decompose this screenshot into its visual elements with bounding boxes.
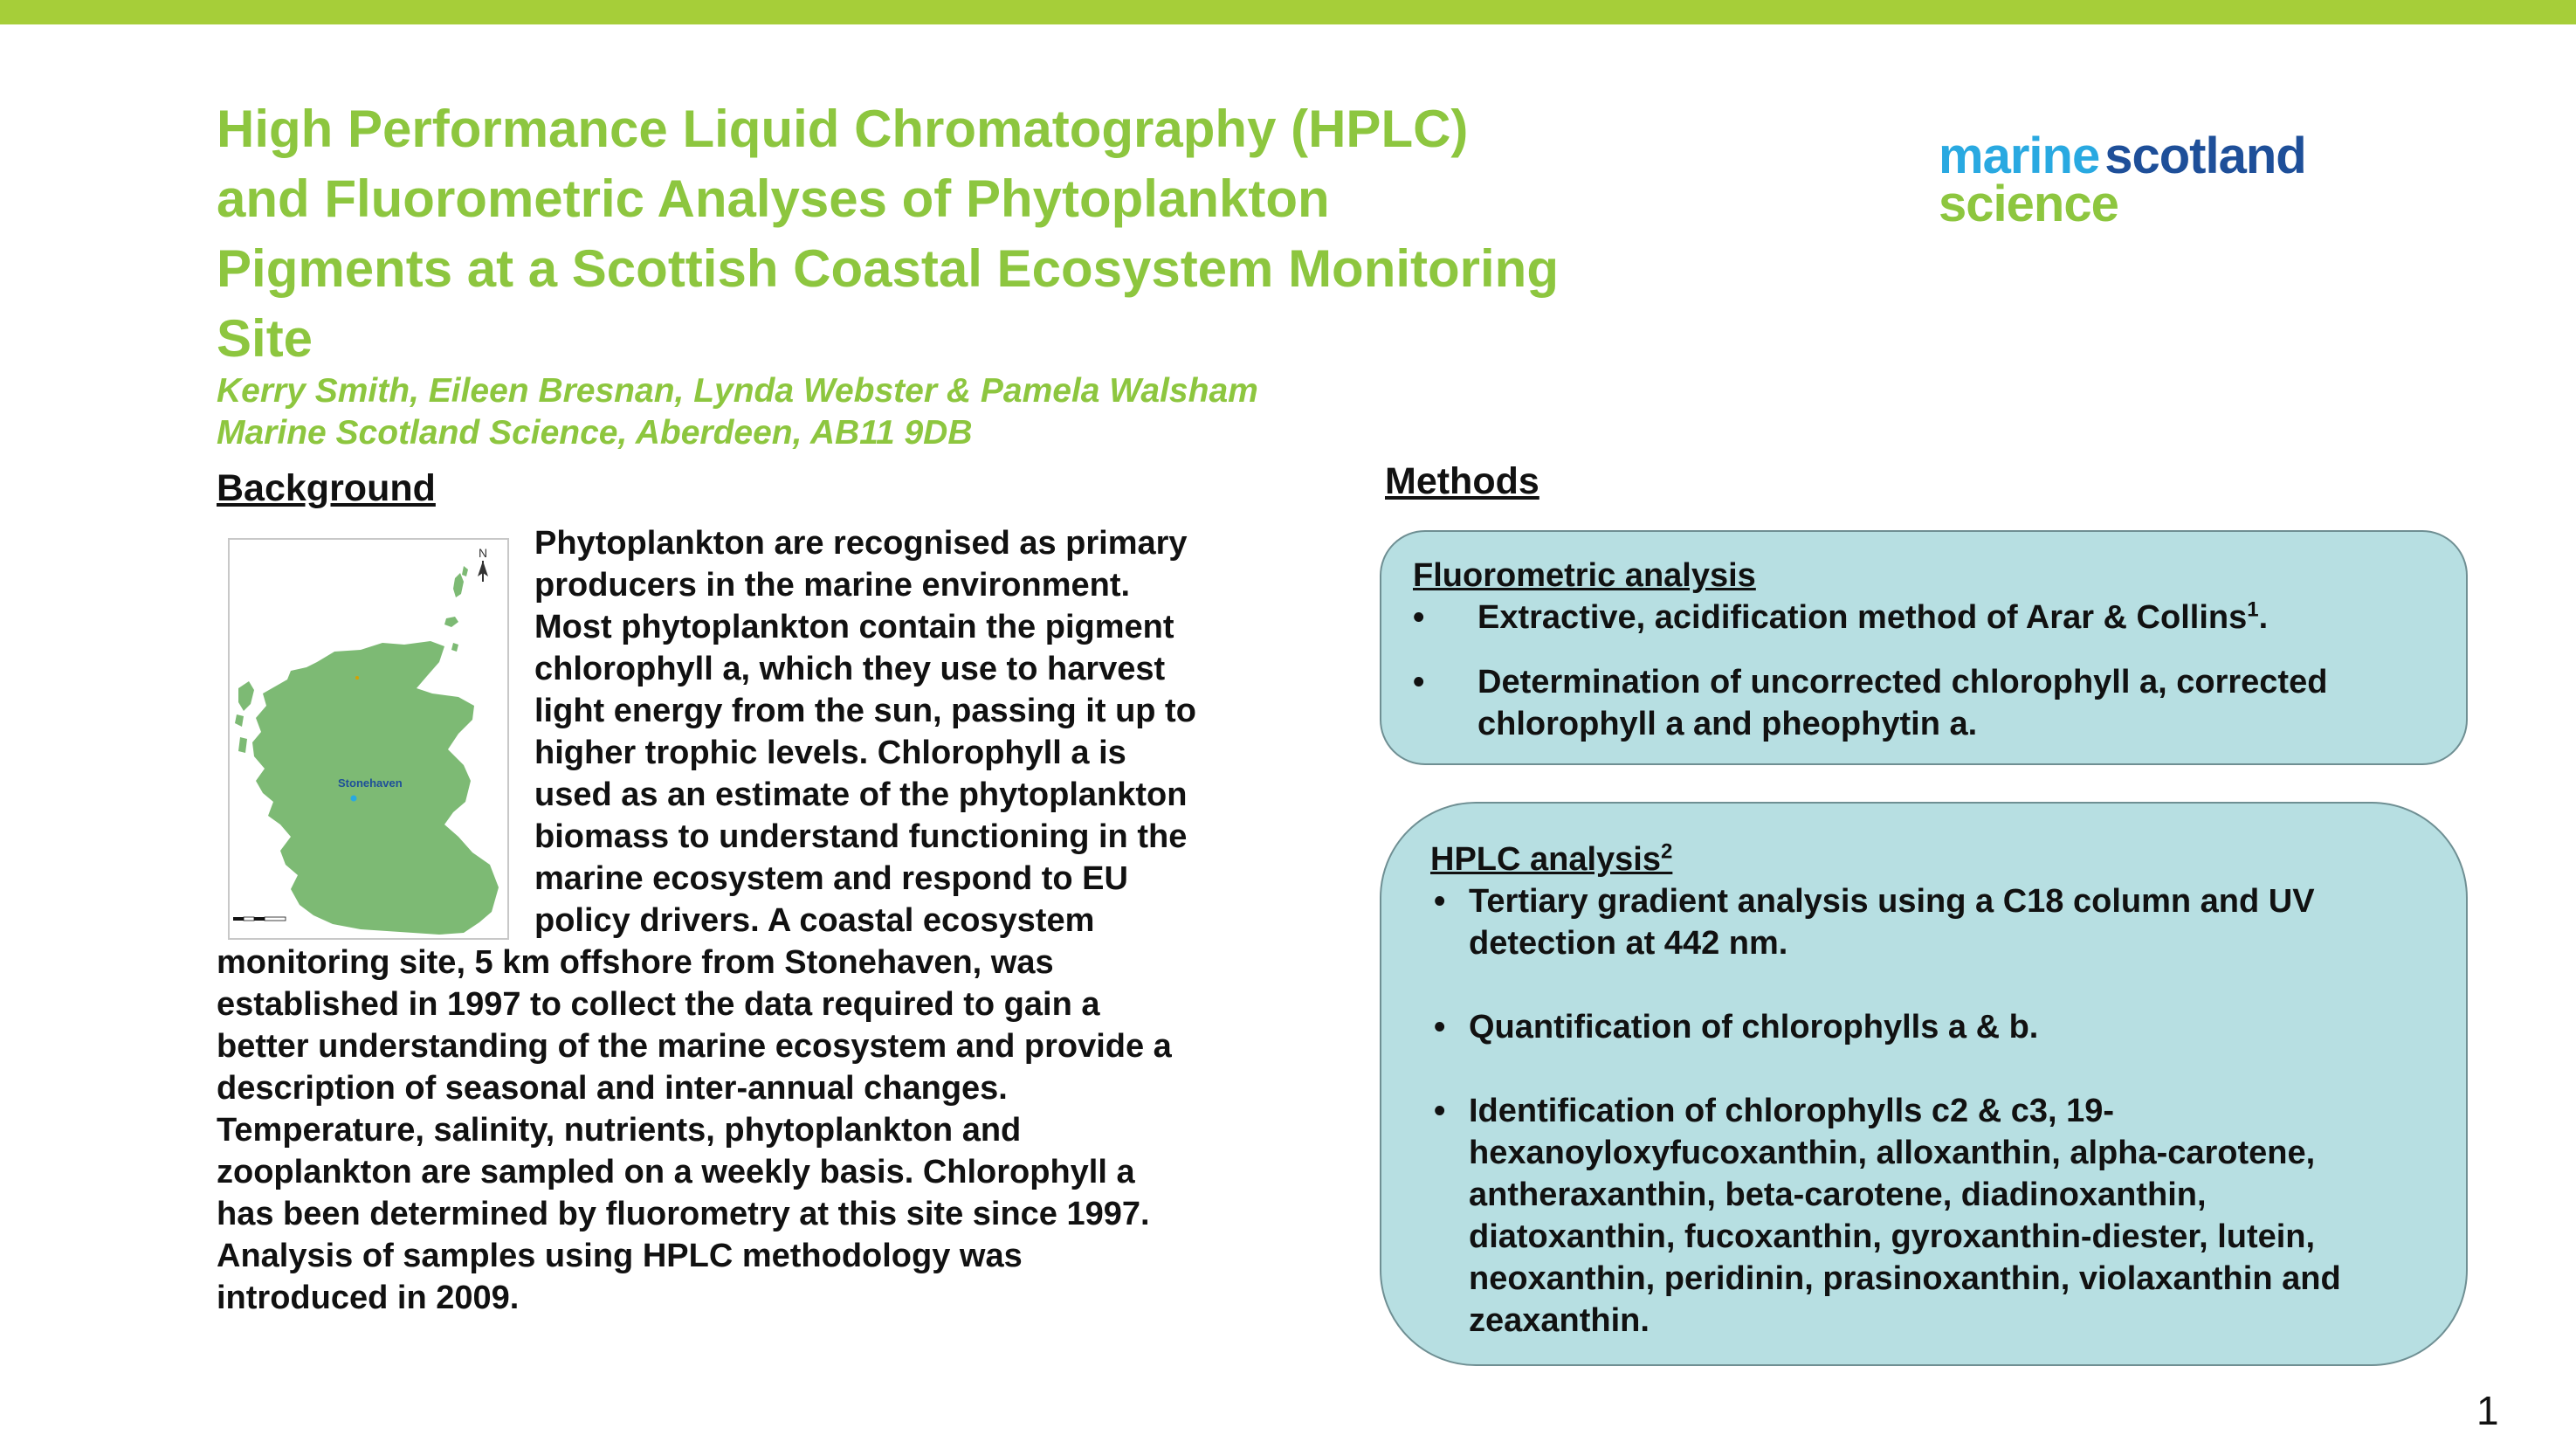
logo-word-scotland: scotland — [2104, 128, 2306, 184]
background-line: producers in the marine environment. — [534, 567, 1131, 604]
fluorometric-bullet-1-text: Extractive, acidification method of Arar & Collins — [1477, 599, 2248, 636]
hplc-bullet-2-text: Quantification of chlorophylls a & b. — [1469, 1009, 2039, 1045]
stonehaven-label: Stonehaven — [338, 776, 403, 790]
hplc-bullet-3-line-3: antheraxanthin, beta-carotene, diadinoxanthin, — [1469, 1176, 2207, 1213]
background-line: used as an estimate of the phytoplankton — [534, 776, 1188, 813]
fluorometric-bullet-2-line-1: Determination of uncorrected chlorophyll a, corrected — [1477, 664, 2328, 700]
title-line: and Fluorometric Analyses of Phytoplankton — [217, 169, 1330, 228]
background-line: description of seasonal and inter-annual changes. — [217, 1070, 1008, 1107]
north-label: N — [479, 546, 488, 560]
authors-block — [217, 370, 1258, 454]
bullet-icon: • — [1413, 664, 1425, 700]
background-line: introduced in 2009. — [217, 1280, 520, 1316]
background-line: monitoring site, 5 km offshore from Stonehaven, was — [217, 944, 1054, 981]
background-line: policy drivers. A coastal ecosystem — [534, 902, 1095, 939]
logo-word-science: science — [1939, 176, 2118, 232]
title-line: High Performance Liquid Chromatography (HPLC) — [217, 100, 1469, 158]
marine-scotland-science-logo — [1939, 129, 2445, 234]
hplc-bullet-3-line-1: Identification of chlorophylls c2 & c3, 19- — [1469, 1093, 2115, 1129]
fluorometric-analysis-box — [1380, 530, 2468, 765]
hplc-bullet-3-line-5: neoxanthin, peridinin, prasinoxanthin, violaxanthin and — [1469, 1260, 2341, 1297]
title-line: Pigments at a Scottish Coastal Ecosystem Monitoring — [217, 239, 1559, 298]
hplc-title-text: HPLC analysis — [1430, 841, 1661, 878]
bullet-icon: • — [1434, 883, 1446, 920]
background-line: zooplankton are sampled on a weekly basis. Chlorophyll a — [217, 1154, 1135, 1190]
page-number: 1 — [2476, 1388, 2499, 1433]
background-line: has been determined by fluorometry at this site since 1997. — [217, 1196, 1150, 1232]
fluorometric-title: Fluorometric analysis — [1413, 557, 1756, 594]
bullet-icon: • — [1413, 599, 1425, 636]
hplc-bullet-2 — [1430, 1006, 2341, 1048]
background-heading: Background — [217, 467, 436, 509]
fluorometric-bullet-1: • Extractive, acidification method of Arar & Collins$^1$. — [1413, 597, 2327, 638]
hplc-bullet-1 — [1430, 880, 2341, 964]
hplc-bullet-3-line-4: diatoxanthin, fucoxanthin, gyroxanthin-diester, lutein, — [1469, 1218, 2316, 1255]
bullet-icon: • — [1434, 1009, 1446, 1045]
poster-title — [217, 94, 1753, 374]
hplc-bullet-3-line-2: hexanoyloxyfucoxanthin, alloxanthin, alpha-carotene, — [1469, 1135, 2316, 1171]
background-line: chlorophyll a, which they use to harvest — [534, 651, 1166, 687]
hplc-analysis-box — [1380, 802, 2468, 1366]
top-accent-bar — [0, 0, 2576, 24]
hplc-bullet-1-line-2: detection at 442 nm. — [1469, 925, 1788, 962]
background-line: Analysis of samples using HPLC methodology was — [217, 1238, 1023, 1274]
logo-word-marine: marine — [1939, 128, 2100, 184]
background-line: established in 1997 to collect the data required to gain a — [217, 986, 1100, 1023]
fluorometric-bullet-1-ref: 1 — [2247, 597, 2259, 622]
background-paragraph — [217, 522, 1264, 1319]
background-line: Most phytoplankton contain the pigment — [534, 609, 1174, 645]
background-line: biomass to understand functioning in the — [534, 818, 1188, 855]
hplc-bullet-3-line-6: zeaxanthin. — [1469, 1302, 1650, 1339]
fluorometric-bullet-2 — [1413, 661, 2327, 745]
hplc-title — [1430, 838, 2341, 880]
title-line: Site — [217, 309, 313, 368]
fluorometric-bullet-2-line-2: chlorophyll a and pheophytin a. — [1477, 706, 1978, 742]
background-line: marine ecosystem and respond to EU — [534, 860, 1128, 897]
background-line: higher trophic levels. Chlorophyll a is — [534, 735, 1126, 771]
background-line: Temperature, salinity, nutrients, phytoplankton and — [217, 1112, 1022, 1149]
hplc-bullet-1-line-1: Tertiary gradient analysis using a C18 column and UV — [1469, 883, 2315, 920]
hplc-title-ref: 2 — [1661, 839, 1673, 864]
background-line: better understanding of the marine ecosystem and provide a — [217, 1028, 1172, 1065]
author-affiliation: Marine Scotland Science, Aberdeen, AB11 9DB — [217, 414, 973, 452]
hplc-bullet-3 — [1430, 1090, 2341, 1342]
methods-heading: Methods — [1385, 460, 1539, 502]
background-line: light energy from the sun, passing it up to — [534, 693, 1196, 729]
author-names: Kerry Smith, Eileen Bresnan, Lynda Webster & Pamela Walsham — [217, 372, 1258, 410]
background-line: Phytoplankton are recognised as primary — [534, 525, 1188, 562]
bullet-icon: • — [1434, 1093, 1446, 1129]
